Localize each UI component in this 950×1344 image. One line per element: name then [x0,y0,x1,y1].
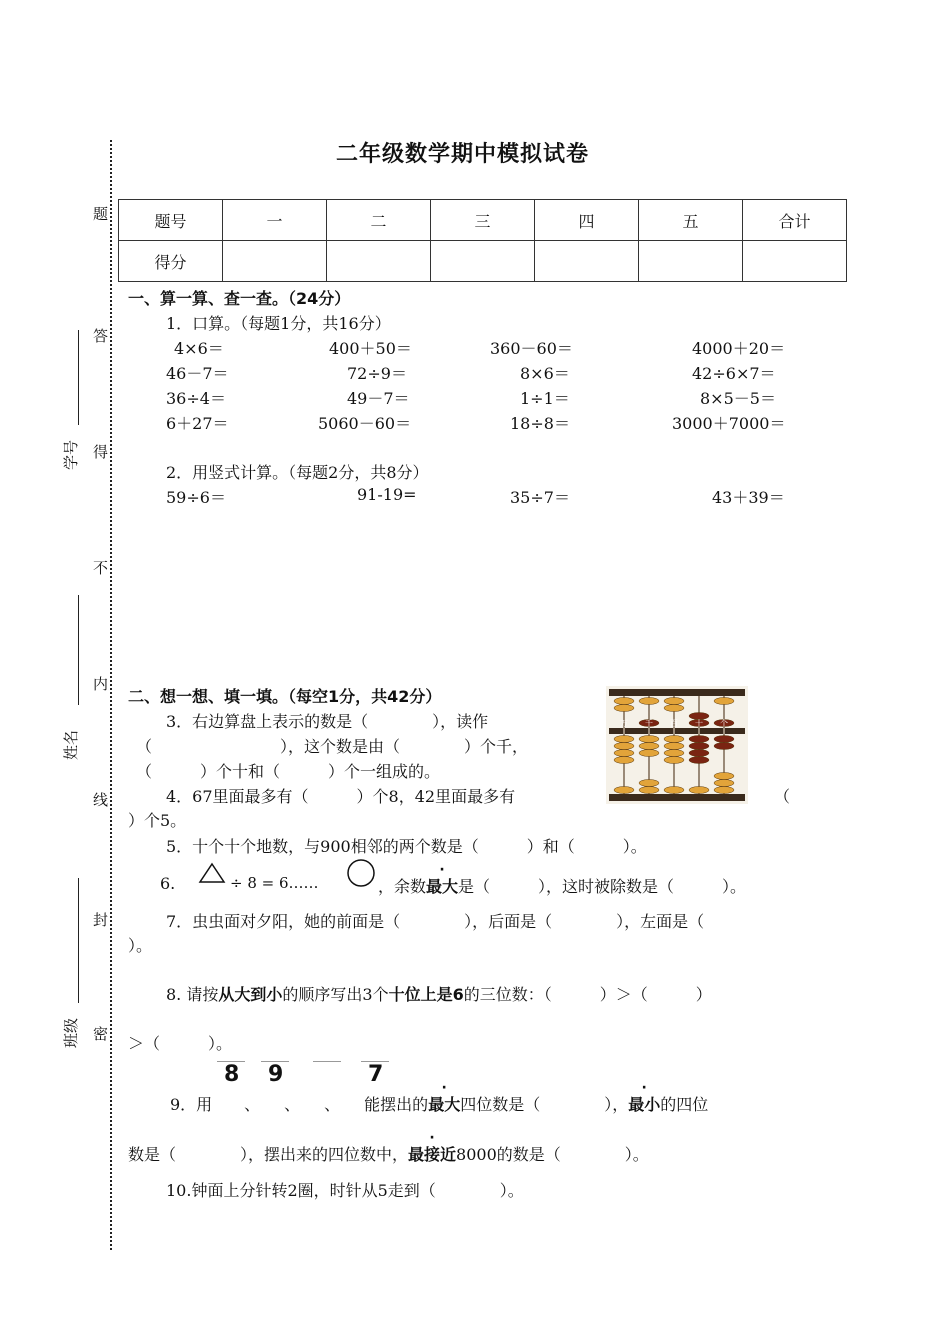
abacus-bead [614,705,634,712]
section-heading: 二、想一想、填一填。（每空1分，共42分） [128,687,442,706]
abacus-bead [614,757,634,764]
score-table [118,199,847,282]
text-segment: 的四位 [660,1095,709,1114]
oral-item: 8×6＝ [520,364,570,383]
seal-char: 题 [91,206,109,221]
abacus-bead [614,736,634,743]
abacus-bead [714,698,734,705]
emphasis-text: 最大 [426,877,459,896]
abacus-bead [639,780,659,787]
seal-char: 线 [91,792,109,807]
abacus-bead [664,787,684,794]
oral-item: 36÷4＝ [166,389,226,408]
abacus-bead [639,750,659,757]
abacus-bead [614,787,634,794]
oral-item: 1÷1＝ [520,389,570,408]
name-line[interactable] [78,595,79,705]
text-segment: 数是（ ），摆出来的四位数中， [128,1145,409,1164]
question-number: 6. [160,874,176,893]
page-title: 二年级数学期中模拟试卷 [336,142,590,167]
abacus-bead [614,698,634,705]
table-cell: 五 [639,200,743,241]
question-text [128,1142,649,1165]
abacus-bead [714,773,734,780]
oral-item: 46－7＝ [166,364,229,383]
student-number-line[interactable] [78,330,79,425]
abacus-bead [639,787,659,794]
vertical-item: 91-19= [357,485,417,504]
question-number: 8. [166,985,182,1004]
emphasis-text: 从大到小 [218,985,283,1004]
oral-item: 4×6＝ [174,339,224,358]
abacus-bead [639,698,659,705]
question-text: 2．用竖式计算。（每题2分，共8分） [166,463,429,482]
vertical-item: 43＋39＝ [712,488,785,507]
abacus-bead [614,743,634,750]
oral-item: 49－7＝ [347,389,410,408]
question-text: （ [774,787,791,806]
question-text [166,982,712,1005]
oral-item: 400＋50＝ [329,339,412,358]
triangle-icon [198,862,226,884]
score-input-cell[interactable] [639,241,743,282]
vertical-item: 59÷6＝ [166,488,226,507]
abacus-bead [639,743,659,750]
number-card: 7 [368,1062,384,1087]
abacus-label: 个 [720,719,728,728]
abacus-bead [664,705,684,712]
abacus-bead [689,743,709,750]
abacus-image [606,686,748,804]
abacus-bead [714,736,734,743]
abacus-label: 万 [620,719,628,728]
abacus-frame-top [609,689,745,696]
question-text: ）个5。 [128,811,187,830]
question-text: 3．右边算盘上表示的数是（ ），读作 [166,712,489,731]
text-segment: 的三位数：（ ）＞（ ） [463,985,712,1004]
class-label: 班级 [62,1017,80,1048]
abacus-frame-bottom [609,794,745,801]
class-line[interactable] [78,878,79,1003]
table-cell: 题号 [119,200,223,241]
oral-item: 360－60＝ [490,339,573,358]
emphasis-text: 最接近 [408,1145,457,1164]
emphasis-text: 最大 [428,1095,461,1114]
text-segment: 8000的数是（ ）。 [456,1145,649,1164]
abacus-label: 十 [695,719,703,728]
abacus-bead [614,750,634,757]
text-segment: 9．用 、 、 、 能摆出的 [170,1095,429,1114]
oral-item: 8×5－5＝ [700,389,776,408]
table-row [119,241,847,282]
oral-item: 18÷8＝ [510,414,570,433]
question-text: ＞（ ）。 [128,1034,233,1053]
question-text: 5．十个十个地数，与900相邻的两个数是（ ）和（ ）。 [166,837,647,856]
circle-icon [346,858,376,888]
text-segment: ，余数 [378,877,427,896]
seal-char: 不 [91,560,109,575]
question-text: ÷ 8 = 6…… [230,874,319,892]
seal-char: 答 [91,328,109,343]
name-label: 姓名 [62,729,80,760]
question-text: 7．虫虫面对夕阳，她的前面是（ ），后面是（ ），左面是（ [166,912,705,931]
card-top-line [313,1061,341,1062]
abacus-bead [689,750,709,757]
question-text [378,874,746,897]
abacus-label: 千 [645,719,653,728]
table-cell: 得分 [119,241,223,282]
question-text: （ ）个十和（ ）个一组成的。 [136,762,441,781]
table-cell: 二 [327,200,431,241]
abacus-bead [714,787,734,794]
score-input-cell[interactable] [743,241,847,282]
emphasis-text: 十位上是6 [388,985,464,1004]
score-input-cell[interactable] [223,241,327,282]
binding-dotted-line [110,140,112,1250]
oral-item: 72÷9＝ [347,364,407,383]
table-cell: 三 [431,200,535,241]
abacus-bead [664,757,684,764]
table-cell: 四 [535,200,639,241]
question-text: 1．口算。（每题1分，共16分） [166,314,391,333]
seal-char: 封 [91,912,109,927]
seal-char: 密 [91,1026,109,1041]
number-card: 9 [268,1062,284,1087]
oral-item: 5060－60＝ [318,414,412,433]
oral-item: 42÷6×7＝ [692,364,776,383]
abacus-bead [664,698,684,705]
score-input-cell[interactable] [535,241,639,282]
oral-item: 3000＋7000＝ [672,414,786,433]
table-cell: 合计 [743,200,847,241]
oral-item: 6＋27＝ [166,414,229,433]
abacus-bead [664,743,684,750]
seal-char: 内 [91,676,109,691]
emphasis-text: 最小 [628,1095,661,1114]
text-segment: 的顺序写出3个 [282,985,389,1004]
student-number-label: 学号 [62,439,80,470]
table-header-row [119,200,847,241]
text-segment: 请按 [186,985,219,1004]
question-text: ）。 [128,936,153,955]
seal-char: 得 [91,444,109,459]
table-cell: 一 [223,200,327,241]
number-card: 8 [224,1062,240,1087]
vertical-item: 35÷7＝ [510,488,570,507]
text-segment: 四位数是（ ）， [460,1095,629,1114]
question-text [170,1092,708,1115]
text-segment: 是（ ），这时被除数是（ ）。 [458,877,747,896]
section-heading: 一、算一算、查一查。（24分） [128,289,351,308]
question-text: 4．67里面最多有（ ）个8，42里面最多有 [166,787,516,806]
score-input-cell[interactable] [431,241,535,282]
abacus-label: 百 [670,719,678,728]
abacus-bead [689,736,709,743]
score-input-cell[interactable] [327,241,431,282]
abacus-bead [664,736,684,743]
abacus-bead [689,787,709,794]
oral-item: 4000＋20＝ [692,339,786,358]
abacus-bead [714,743,734,750]
abacus-bead [664,750,684,757]
question-text: （ ），这个数是由（ ）个千， [136,737,529,756]
question-text: 10.钟面上分针转2圈，时针从5走到（ ）。 [166,1181,524,1200]
abacus-bead [689,757,709,764]
abacus-bead [714,780,734,787]
abacus-bead [639,736,659,743]
